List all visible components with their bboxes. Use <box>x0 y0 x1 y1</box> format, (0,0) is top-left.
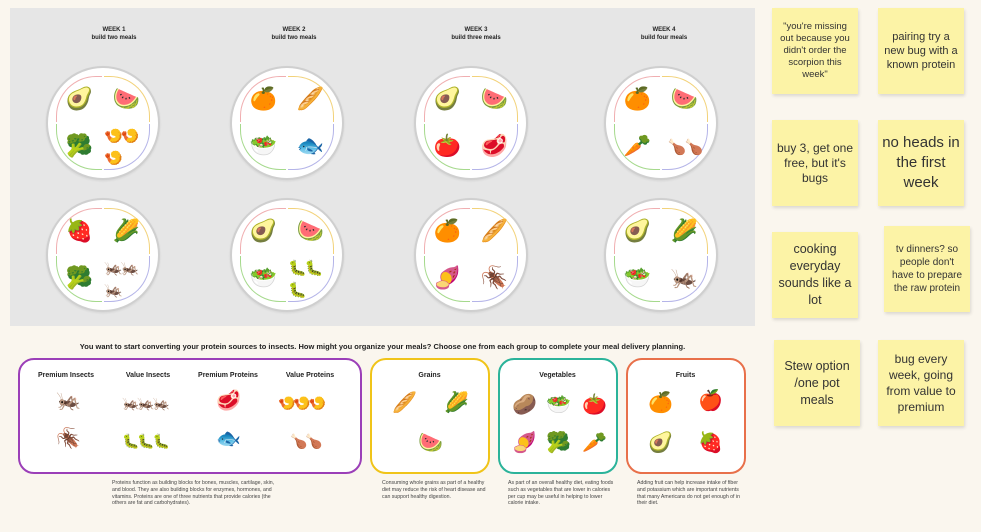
bread-icon[interactable]: 🥖 <box>392 390 417 414</box>
sticky-note[interactable]: "you're missing out because you didn't order the scorpion this week" <box>772 8 858 94</box>
orange-icon: 🍊 <box>433 218 462 244</box>
week-subtitle: build four meals <box>640 35 688 41</box>
sweet-potato-icon[interactable]: 🍠 <box>512 430 537 454</box>
bread-icon: 🥖 <box>296 86 325 112</box>
sticky-note[interactable]: Stew option /one pot meals <box>774 340 860 426</box>
fruit-section <box>56 76 102 122</box>
meal-plate[interactable] <box>414 66 528 180</box>
meal-plate[interactable] <box>230 66 344 180</box>
week-3-header <box>396 26 556 42</box>
grains-group[interactable] <box>370 358 490 474</box>
premium-insects-heading: Premium Insects <box>37 372 95 379</box>
protein-section <box>104 124 150 170</box>
salad-icon: 🥗 <box>623 265 652 291</box>
protein-section <box>104 256 150 302</box>
grain-section <box>662 208 708 254</box>
fish-icon[interactable]: 🐟 <box>216 426 241 450</box>
vegetable-section <box>56 124 102 170</box>
fruit-section <box>240 76 286 122</box>
avocado-icon: 🥑 <box>433 86 462 112</box>
grain-section <box>472 76 518 122</box>
orange-icon: 🍊 <box>249 86 278 112</box>
meal-plan-board <box>10 8 755 326</box>
value-insects-heading: Value Insects <box>125 372 171 379</box>
grain-bowl-icon: 🍉 <box>670 86 699 112</box>
steak-icon[interactable]: 🥩 <box>216 388 241 412</box>
grain-section <box>288 208 334 254</box>
salad-icon: 🥗 <box>249 133 278 159</box>
vegetables-group[interactable] <box>498 358 618 474</box>
steak-icon: 🥩 <box>480 133 509 159</box>
vegetables-heading: Vegetables <box>539 372 576 379</box>
grain-section <box>662 76 708 122</box>
fruit-section <box>240 208 286 254</box>
fruit-section <box>614 208 660 254</box>
planning-question: You want to start converting your protein sources to insects. How might you organize your meals? Choose one from each group to complete your meal delivery planning. <box>79 342 686 351</box>
cricket-icon: 🦗🦗🦗 <box>104 258 138 299</box>
corn-icon: 🌽 <box>670 218 699 244</box>
grain-section <box>104 76 150 122</box>
week-label: WEEK 4 <box>652 27 676 33</box>
broccoli-icon: 🥦 <box>65 133 94 159</box>
week-subtitle: build three meals <box>451 35 501 41</box>
vegetable-section <box>240 256 286 302</box>
crickets-icon[interactable]: 🦗🦗🦗 <box>122 396 169 412</box>
orange-icon[interactable]: 🍊 <box>648 390 673 414</box>
sticky-note[interactable]: buy 3, get one free, but it's bugs <box>772 120 858 206</box>
sticky-note[interactable]: bug every week, going from value to premium <box>878 340 964 426</box>
week-label: WEEK 1 <box>102 27 126 33</box>
week-subtitle: build two meals <box>91 35 137 41</box>
grain-bowl-icon: 🍉 <box>480 86 509 112</box>
grain-section <box>104 208 150 254</box>
broccoli-icon: 🥦 <box>65 265 94 291</box>
fruit-section <box>614 76 660 122</box>
sticky-note[interactable]: pairing try a new bug with a known protein <box>878 8 964 94</box>
fruit-section <box>424 76 470 122</box>
orange-icon: 🍊 <box>623 86 652 112</box>
sticky-note[interactable]: tv dinners? so people don't have to prepare the raw protein <box>884 226 970 312</box>
week-4-header <box>584 26 744 42</box>
protein-description: Proteins function as building blocks for bones, muscles, cartilage, skin, and blood. They are also building blocks for enzymes, hormones, and vitamins. Proteins are one of three nutrients that provide calories (the others are fat and carbohydrates). <box>112 480 275 507</box>
protein-section <box>662 124 708 170</box>
protein-group[interactable] <box>18 358 362 474</box>
meal-plate[interactable] <box>46 66 160 180</box>
grain-bowl-icon: 🍉 <box>296 218 325 244</box>
shrimp-icon[interactable]: 🍤🍤🍤 <box>278 396 325 412</box>
meal-plate[interactable] <box>414 198 528 312</box>
grain-bowl-icon[interactable]: 🍉 <box>418 430 443 454</box>
grains-description: Consuming whole grains as part of a healthy diet may reduce the risk of heart disease and can support healthy digestion. <box>382 480 486 500</box>
potato-icon[interactable]: 🥔 <box>512 392 537 416</box>
grains-heading: Grains <box>418 372 441 379</box>
meal-plate[interactable] <box>230 198 344 312</box>
cockroach-icon[interactable]: 🪳 <box>56 426 81 450</box>
grain-section <box>472 208 518 254</box>
avocado-icon: 🥑 <box>249 218 278 244</box>
cricket-icon: 🦗 <box>670 265 699 291</box>
week-1-header <box>34 26 194 42</box>
avocado-icon[interactable]: 🥑 <box>648 430 673 454</box>
larvae-icon: 🐛🐛🐛 <box>288 258 322 299</box>
grain-section <box>288 76 334 122</box>
fish-icon: 🐟 <box>296 133 325 159</box>
shrimp-icon: 🍤🍤🍤 <box>104 126 138 167</box>
vegetable-section <box>614 256 660 302</box>
tomato-icon: 🍅 <box>433 133 462 159</box>
protein-section <box>288 256 334 302</box>
cricket-icon[interactable]: 🦗 <box>56 388 81 412</box>
fruits-description: Adding fruit can help increase intake of fiber and potassium which are important nutrients that many Americans do not get enough of in their diet. <box>637 480 740 507</box>
carrot-icon: 🥕 <box>623 133 652 159</box>
week-label: WEEK 3 <box>464 27 488 33</box>
strawberry-icon[interactable]: 🍓 <box>698 430 723 454</box>
grain-bowl-icon: 🍉 <box>112 86 141 112</box>
protein-section <box>288 124 334 170</box>
value-proteins-heading: Value Proteins <box>285 372 335 379</box>
protein-section <box>472 124 518 170</box>
week-2-header <box>214 26 374 42</box>
sweet-potato-icon: 🍠 <box>433 265 462 291</box>
bread-icon: 🥖 <box>480 218 509 244</box>
salad-icon: 🥗 <box>249 265 278 291</box>
apple-icon[interactable]: 🍎 <box>698 388 723 412</box>
corn-icon[interactable]: 🌽 <box>444 390 469 414</box>
meal-plate[interactable] <box>604 198 718 312</box>
meal-plate[interactable] <box>46 198 160 312</box>
premium-proteins-heading: Premium Proteins <box>198 372 258 379</box>
vegetables-description: As part of an overall healthy diet, eating foods such as vegetables that are lower in calories per cup may be useful in helping to lower calorie intake. <box>508 480 614 507</box>
cockroach-icon: 🪳 <box>480 265 509 291</box>
sticky-note[interactable]: cooking everyday sounds like a lot <box>772 232 858 318</box>
drumstick-icon: 🍗🍗 <box>667 137 702 156</box>
broccoli-icon[interactable]: 🥦 <box>546 430 571 454</box>
vegetable-section <box>240 124 286 170</box>
avocado-icon: 🥑 <box>623 218 652 244</box>
fruits-group[interactable] <box>626 358 746 474</box>
week-subtitle: build two meals <box>271 35 317 41</box>
fruit-section <box>424 208 470 254</box>
protein-section <box>472 256 518 302</box>
avocado-icon: 🥑 <box>65 86 94 112</box>
corn-icon: 🌽 <box>112 218 141 244</box>
protein-section <box>662 256 708 302</box>
sticky-note[interactable]: no heads in the first week <box>878 120 964 206</box>
drumstick-icon[interactable]: 🍗🍗 <box>290 434 321 450</box>
vegetable-section <box>424 124 470 170</box>
fruit-section <box>56 208 102 254</box>
larvae-icon[interactable]: 🐛🐛🐛 <box>122 434 169 450</box>
tomato-icon[interactable]: 🍅 <box>582 392 607 416</box>
vegetable-section <box>56 256 102 302</box>
meal-plate[interactable] <box>604 66 718 180</box>
vegetable-section <box>424 256 470 302</box>
vegetable-section <box>614 124 660 170</box>
carrot-icon[interactable]: 🥕 <box>582 430 607 454</box>
salad-icon[interactable]: 🥗 <box>546 392 571 416</box>
fruits-heading: Fruits <box>675 372 696 379</box>
week-label: WEEK 2 <box>282 27 306 33</box>
strawberry-icon: 🍓 <box>65 218 94 244</box>
